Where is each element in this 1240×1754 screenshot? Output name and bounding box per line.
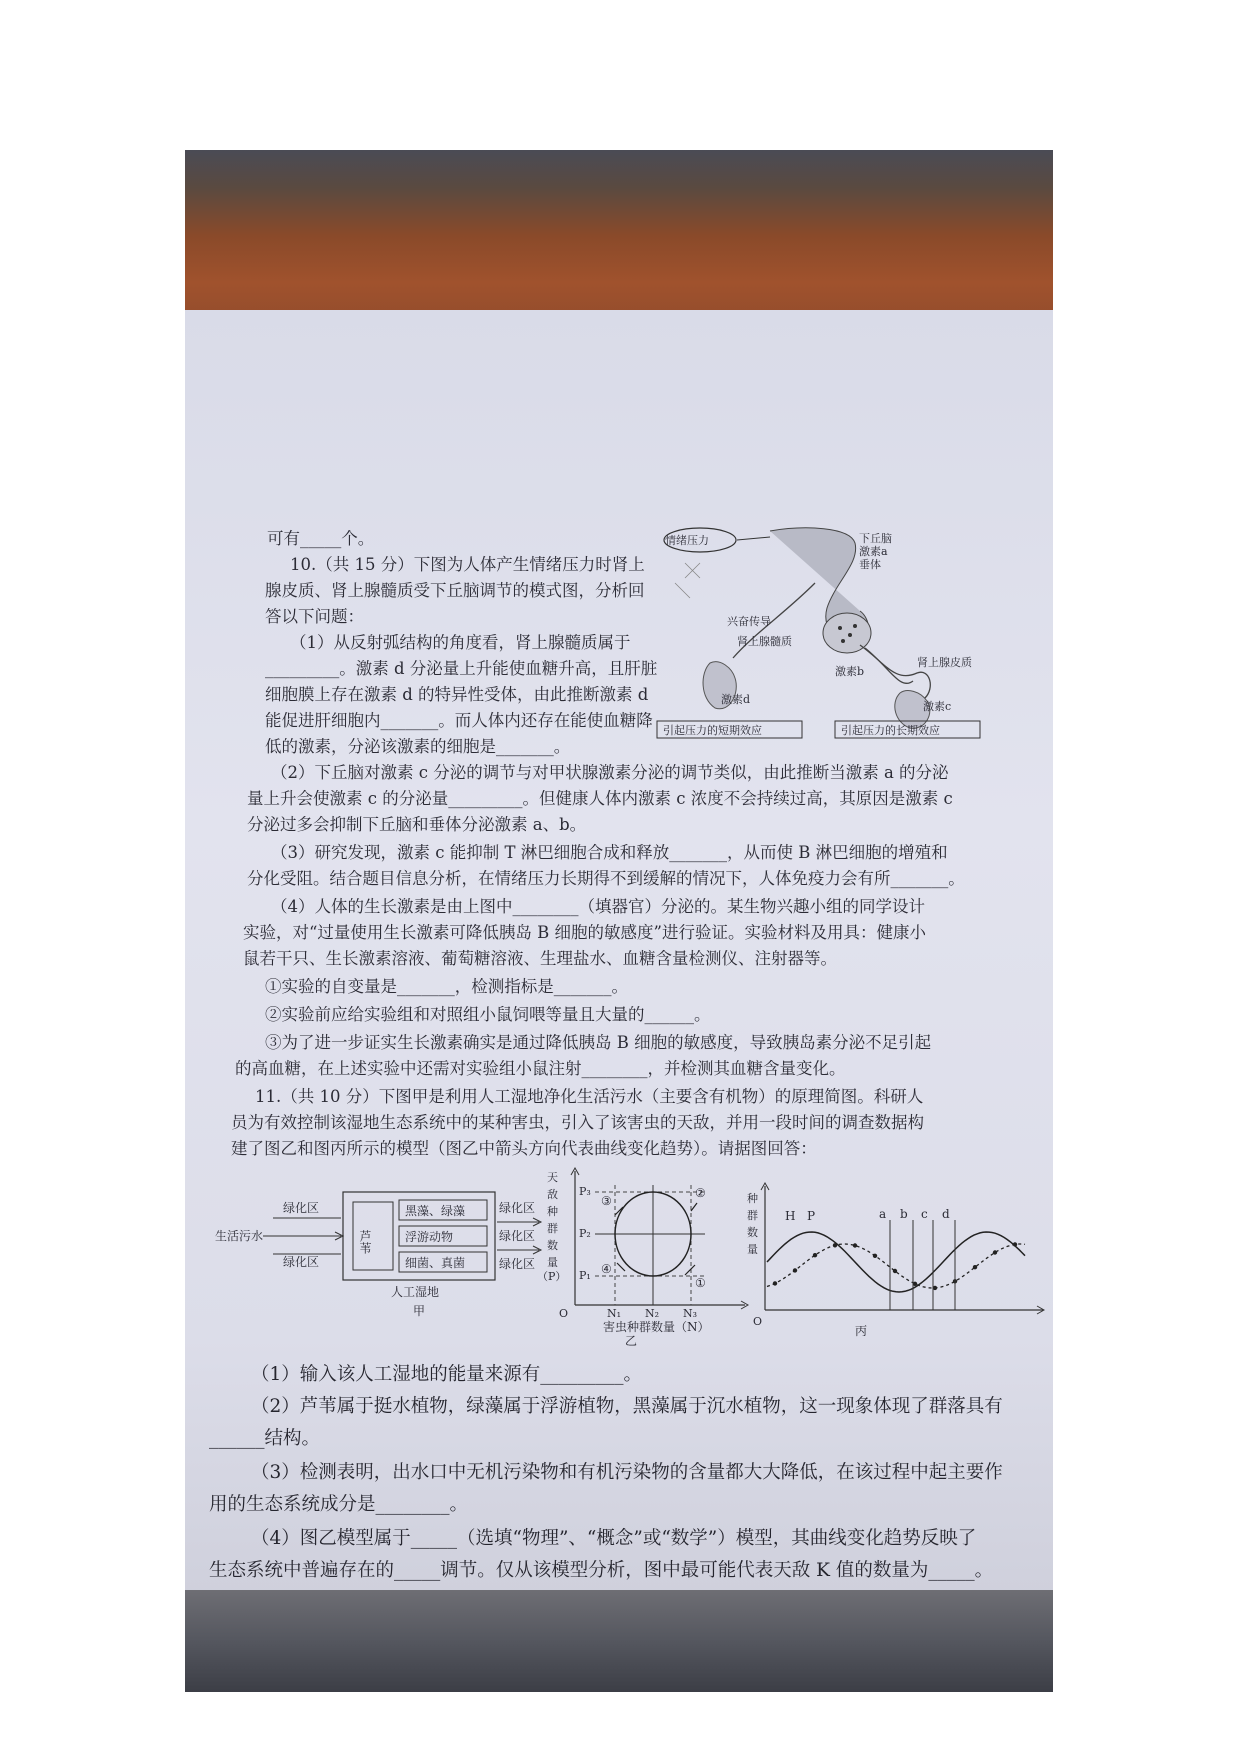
curve-label-h: H	[785, 1209, 796, 1223]
text-line: 可有_____个。	[267, 529, 375, 548]
population-curves-chart	[745, 1180, 1045, 1340]
phase-c: c	[921, 1207, 928, 1221]
text-line: _________。激素 d 分泌量上升能使血糖升高，且肝脏	[265, 659, 658, 678]
tick-p1: P₁	[579, 1269, 591, 1282]
text-line: 低的激素，分泌该激素的细胞是_______。	[265, 737, 571, 756]
label-hormone-d: 激素d	[721, 693, 751, 706]
text-line: 鼠若干只、生长激素溶液、葡萄糖溶液、生理盐水、血糖含量检测仪、注射器等。	[243, 949, 837, 968]
label-algae: 黑藻、绿藻	[405, 1204, 466, 1218]
curve-p-marker	[993, 1250, 997, 1254]
text-line: 用的生态系统成分是________。	[209, 1494, 469, 1515]
text-line: （2）下丘脑对激素 c 分泌的调节与对甲状腺激素分泌的调节类似，由此推断当激素 a 的分泌	[271, 763, 949, 782]
label-green-zone: 绿化区	[499, 1229, 536, 1243]
text-line: 量上升会使激素 c 的分泌量_________。但健康人体内激素 c 浓度不会持续过高，其原因是激素 c	[247, 789, 953, 808]
desk-background-bottom	[185, 1590, 1053, 1692]
tick-n1: N₁	[607, 1307, 622, 1320]
y-axis-label-char: 群	[747, 1209, 758, 1222]
label-green-zone: 绿化区	[499, 1201, 536, 1215]
text-line: 分泌过多会抑制下丘脑和垂体分泌激素 a、b。	[247, 815, 587, 834]
curve-p-marker	[893, 1269, 897, 1273]
text-line: 建了图乙和图丙所示的模型（图乙中箭头方向代表曲线变化趋势）。请据图回答：	[231, 1139, 817, 1158]
label-hormone-b: 激素b	[835, 665, 865, 678]
curve-p-marker	[973, 1265, 977, 1269]
curve-p-marker	[853, 1243, 857, 1247]
label-green-zone: 绿化区	[283, 1201, 320, 1215]
exam-photo	[185, 150, 1053, 1692]
y-axis-label-char: 量	[747, 1243, 758, 1256]
label-emotional-stress: 情绪压力	[665, 534, 709, 547]
figure-label-jia: 甲	[413, 1304, 426, 1318]
question-10-stem: 10.（共 15 分）下图为人体产生情绪压力时肾上	[290, 555, 645, 574]
text-line: 生态系统中普遍存在的_____调节。仅从该模型分析，图中最可能代表天敌 K 值的数量为_____。	[209, 1560, 994, 1581]
curve-p-marker	[873, 1254, 877, 1258]
tick-n2: N₂	[645, 1307, 660, 1320]
label-long-term-effect: 引起压力的长期效应	[841, 724, 940, 737]
figure-label-yi: 乙	[625, 1334, 638, 1348]
label-reed: 芦苇	[358, 1230, 372, 1254]
y-axis-label-char: 群	[547, 1222, 558, 1235]
pituitary-shape	[823, 613, 871, 653]
hormone-regulation-figure	[655, 523, 985, 753]
label-sewage-inlet: 生活污水	[215, 1229, 264, 1243]
text-line: 细胞膜上存在激素 d 的特异性受体，由此推断激素 d	[265, 685, 649, 704]
text-line: 分化受阻。结合题目信息分析，在情绪压力长期得不到缓解的情况下，人体免疫力会有所_______。	[247, 869, 965, 888]
tick-n3: N₃	[683, 1307, 698, 1320]
wetland-diagram	[213, 1170, 543, 1320]
label-nerve-signal: 兴奋传导	[727, 615, 771, 628]
quadrant-3: ③	[601, 1194, 612, 1208]
y-axis-label-char: 数	[747, 1226, 758, 1239]
text-line: ①实验的自变量是_______，检测指标是_______。	[265, 977, 628, 996]
y-axis-label-char: 种	[547, 1205, 558, 1218]
curve-h	[767, 1232, 1025, 1292]
question-11-stem: 11.（共 10 分）下图甲是利用人工湿地净化生活污水（主要含有机物）的原理简图。科研人	[255, 1087, 924, 1106]
label-hormone-c: 激素c	[923, 700, 952, 713]
text-line: （2）芦苇属于挺水植物，绿藻属于浮游植物，黑藻属于沉水植物，这一现象体现了群落具有	[251, 1396, 1003, 1417]
curve-p-marker	[1013, 1242, 1017, 1246]
text-line: 实验，对“过量使用生长激素可降低胰岛 B 细胞的敏感度”进行验证。实验材料及用具：健康小	[243, 923, 926, 942]
label-green-zone: 绿化区	[499, 1257, 536, 1271]
tick-p3: P₃	[579, 1185, 591, 1198]
text-line: （3）研究发现，激素 c 能抑制 T 淋巴细胞合成和释放_______，从而使 B 淋巴细胞的增殖和	[271, 843, 948, 862]
exam-paper	[185, 310, 1053, 1595]
text-line: （1）输入该人工湿地的能量来源有_________。	[251, 1364, 643, 1385]
label-short-term-effect: 引起压力的短期效应	[663, 724, 762, 737]
origin-label: O	[753, 1315, 763, 1328]
curve-p-marker	[773, 1281, 777, 1285]
y-axis-unit: （P）	[537, 1270, 567, 1283]
quadrant-1: ①	[695, 1276, 706, 1290]
text-line: （4）人体的生长激素是由上图中________（填器官）分泌的。某生物兴趣小组的同学设计	[271, 897, 925, 916]
text-line: 的高血糖，在上述实验中还需对实验组小鼠注射________，并检测其血糖含量变化。	[235, 1059, 846, 1078]
quadrant-4: ④	[601, 1262, 612, 1276]
y-axis-label-char: 种	[747, 1192, 758, 1205]
figure-label-bing: 丙	[855, 1324, 868, 1338]
y-axis-label-char: 量	[547, 1256, 558, 1269]
curve-p-marker	[833, 1243, 837, 1247]
label-green-zone: 绿化区	[283, 1255, 320, 1269]
text-line: 能促进肝细胞内_______。而人体内还存在能使血糖降	[265, 711, 653, 730]
label-decomposers: 细菌、真菌	[405, 1256, 466, 1270]
y-axis-label-char: 数	[547, 1239, 558, 1252]
label-adrenal-cortex: 肾上腺皮质	[917, 656, 972, 669]
phase-b: b	[900, 1207, 908, 1221]
origin-label: O	[559, 1307, 569, 1320]
text-line: ③为了进一步证实生长激素确实是通过降低胰岛 B 细胞的敏感度，导致胰岛素分泌不足引起	[265, 1033, 932, 1052]
text-line: 答以下问题：	[265, 607, 364, 626]
label-hypothalamus: 下丘脑	[859, 532, 892, 545]
label-artificial-wetland: 人工湿地	[391, 1285, 440, 1299]
y-axis-label-char: 天	[547, 1171, 558, 1184]
text-line: （4）图乙模型属于_____（选填“物理”、“概念”或“数学”）模型，其曲线变化趋势反映了	[251, 1528, 977, 1549]
curve-label-p: P	[807, 1209, 816, 1223]
y-axis-label-char: 敌	[547, 1188, 558, 1201]
label-pituitary: 垂体	[859, 558, 881, 571]
label-adrenal-medulla: 肾上腺髓质	[737, 635, 792, 648]
text-line: （1）从反射弧结构的角度看，肾上腺髓质属于	[290, 633, 631, 652]
text-line: ②实验前应给实验组和对照组小鼠饲喂等量且大量的______。	[265, 1005, 711, 1024]
phase-d: d	[942, 1207, 950, 1221]
phase-a: a	[879, 1207, 887, 1221]
quadrant-2: ②	[695, 1186, 706, 1200]
curve-p-marker	[793, 1268, 797, 1272]
x-axis-label: 害虫种群数量（N）	[603, 1320, 710, 1334]
text-line: 员为有效控制该湿地生态系统中的某种害虫，引入了该害虫的天敌，并用一段时间的调查数据构	[231, 1113, 924, 1132]
text-line: ______结构。	[209, 1428, 321, 1449]
tick-p2: P₂	[579, 1227, 591, 1240]
curve-p	[767, 1244, 1025, 1288]
text-line: 腺皮质、肾上腺髓质受下丘脑调节的模式图，分析回	[265, 581, 645, 600]
text-line: （3）检测表明，出水口中无机污染物和有机污染物的含量都大大降低，在该过程中起主要作	[251, 1462, 1003, 1483]
label-zooplankton: 浮游动物	[405, 1230, 454, 1244]
predator-prey-cycle-chart	[545, 1165, 755, 1335]
curve-p-marker	[813, 1253, 817, 1257]
label-hormone-a: 激素a	[859, 545, 888, 558]
